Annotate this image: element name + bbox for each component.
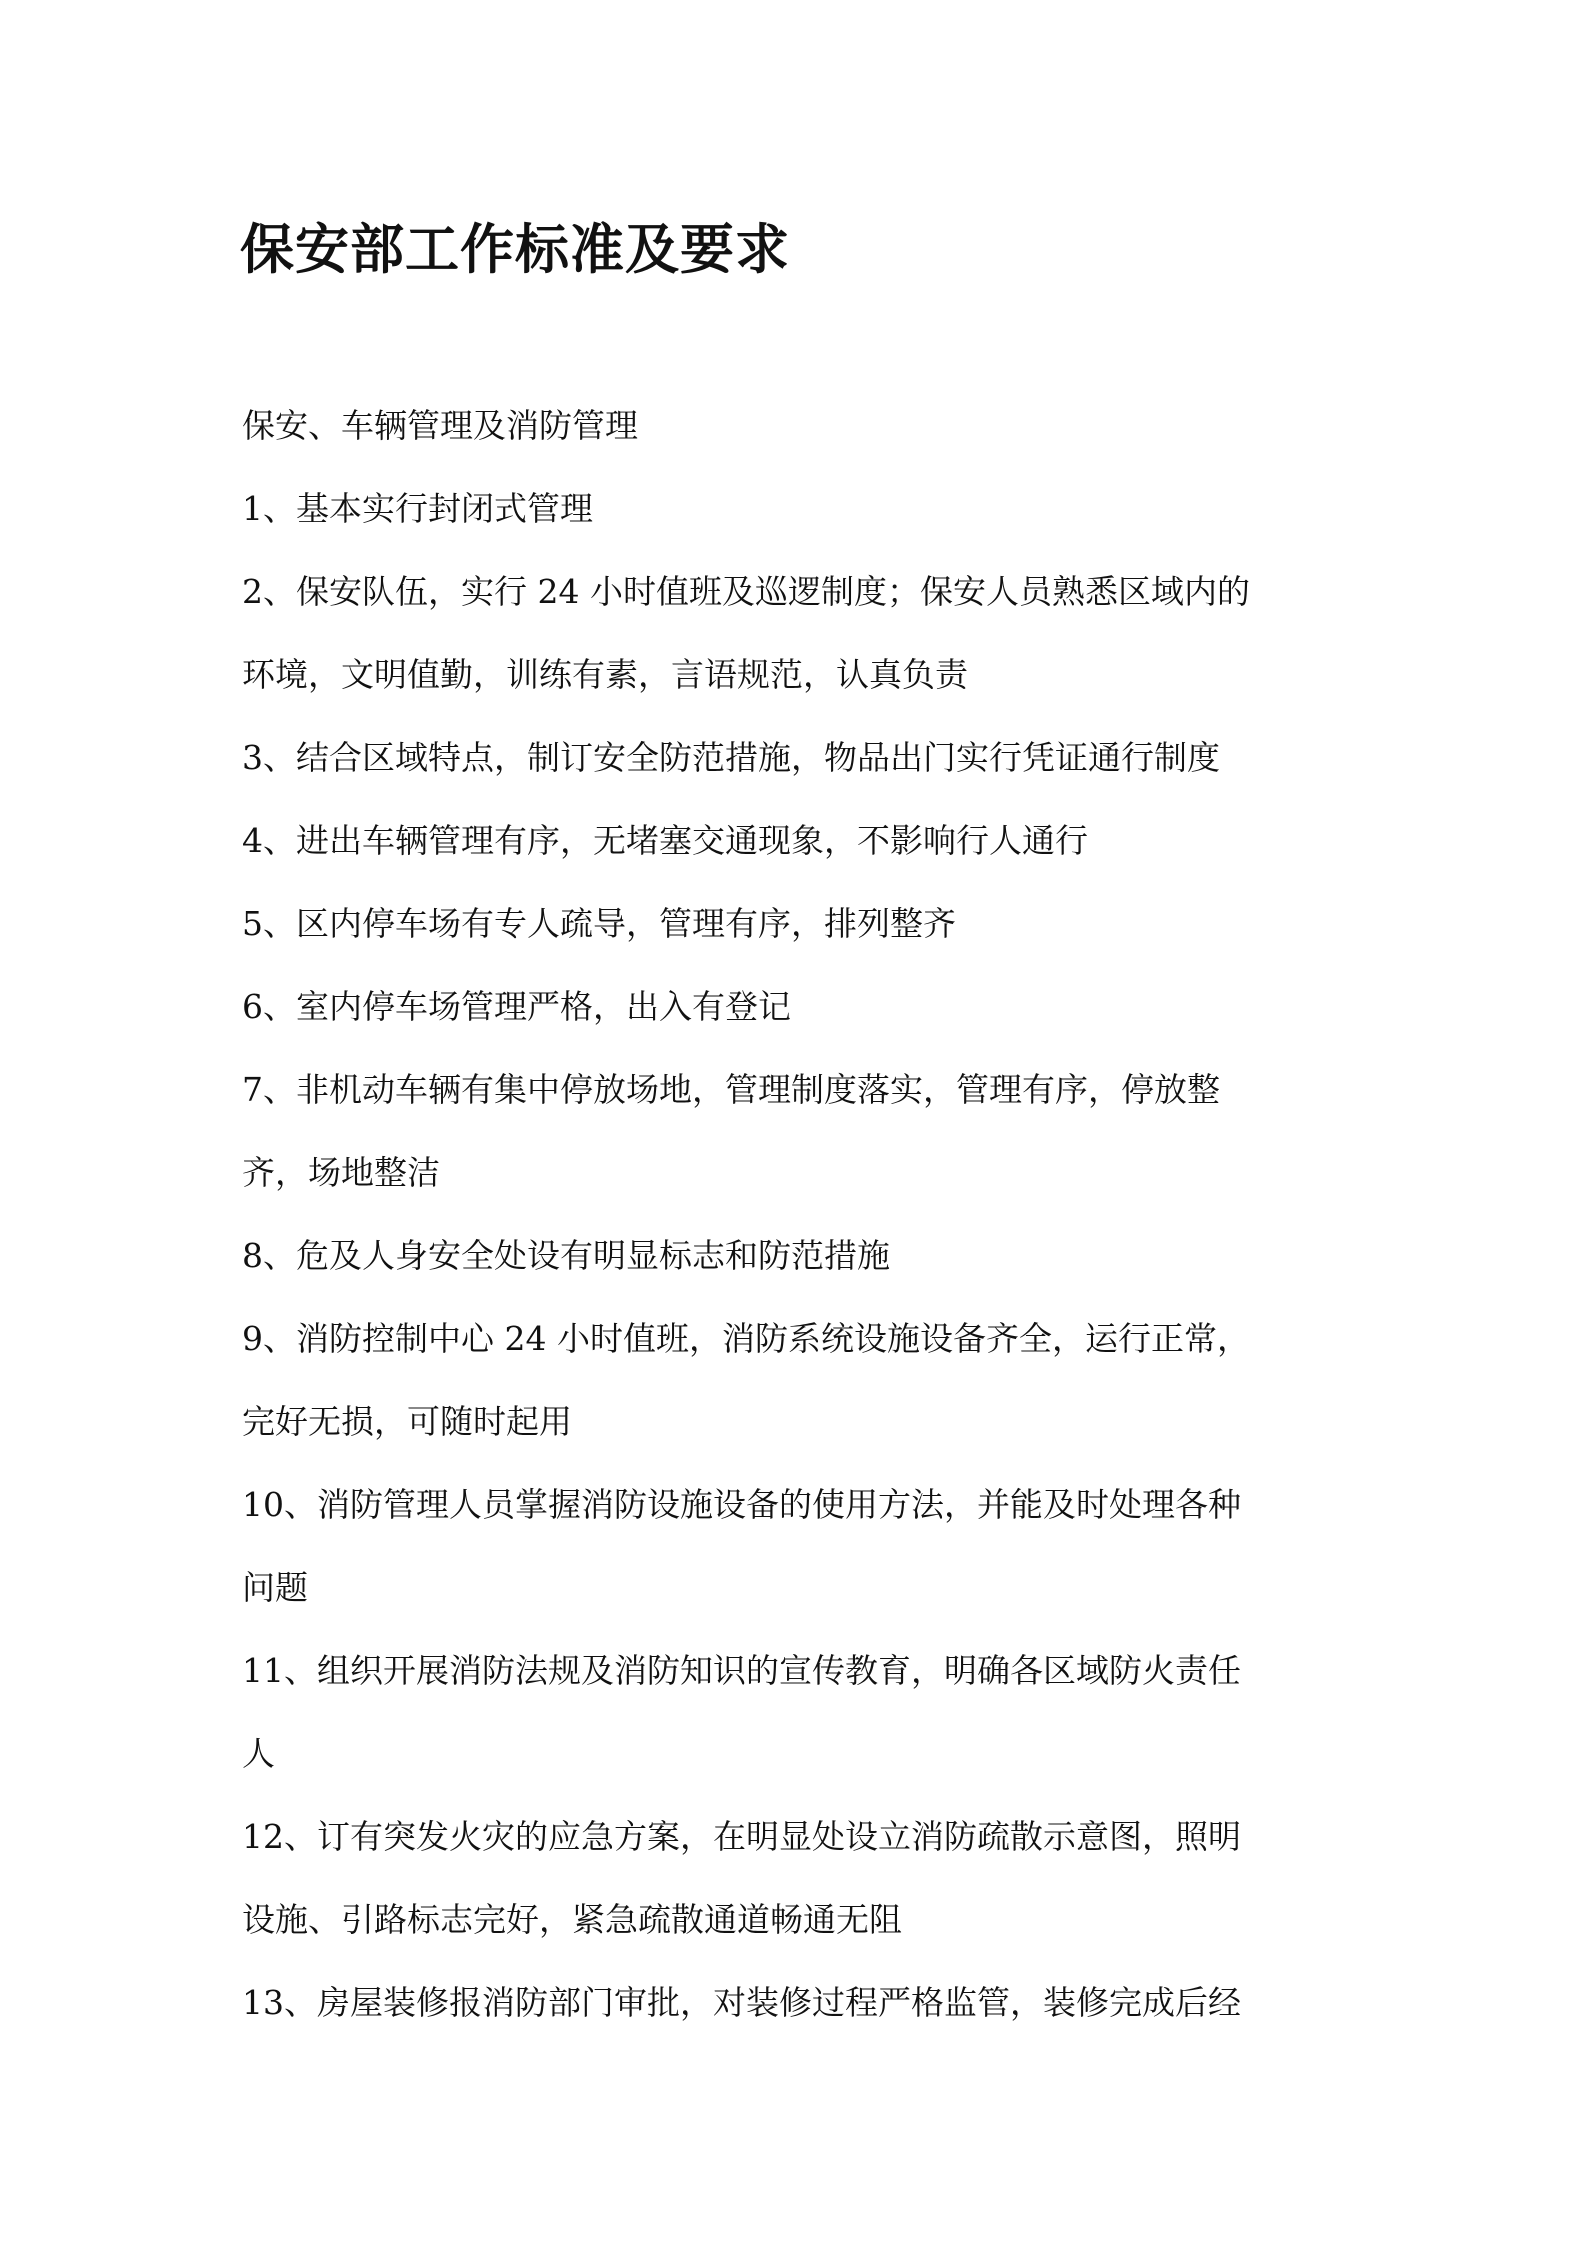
text-line: 11、组织开展消防法规及消防知识的宣传教育，明确各区域防火责任	[242, 1651, 1241, 1690]
text-line: 环境，文明值勤，训练有素，言语规范，认真负责	[242, 655, 968, 694]
document-title: 保安部工作标准及要求	[240, 218, 790, 281]
text-line: 6、室内停车场管理严格，出入有登记	[242, 987, 791, 1026]
text-line: 13、房屋装修报消防部门审批，对装修过程严格监管，装修完成后经	[242, 1983, 1241, 2022]
text-line: 完好无损，可随时起用	[242, 1402, 572, 1441]
text-line: 设施、引路标志完好，紧急疏散通道畅通无阻	[242, 1900, 902, 1939]
section-heading: 保安、车辆管理及消防管理	[242, 406, 638, 445]
text-line: 8、危及人身安全处设有明显标志和防范措施	[242, 1236, 890, 1275]
text-line: 2、保安队伍，实行 24 小时值班及巡逻制度；保安人员熟悉区域内的	[242, 572, 1250, 611]
text-line: 人	[242, 1734, 275, 1773]
text-line: 4、进出车辆管理有序，无堵塞交通现象，不影响行人通行	[242, 821, 1088, 860]
text-line: 12、订有突发火灾的应急方案，在明显处设立消防疏散示意图，照明	[242, 1817, 1241, 1856]
text-line: 齐，场地整洁	[242, 1153, 440, 1192]
text-line: 1、基本实行封闭式管理	[242, 489, 593, 528]
text-line: 7、非机动车辆有集中停放场地，管理制度落实，管理有序，停放整	[242, 1070, 1220, 1109]
text-line: 10、消防管理人员掌握消防设施设备的使用方法，并能及时处理各种	[242, 1485, 1241, 1524]
text-line: 9、消防控制中心 24 小时值班，消防系统设施设备齐全，运行正常，	[242, 1319, 1250, 1358]
text-line: 5、区内停车场有专人疏导，管理有序，排列整齐	[242, 904, 956, 943]
text-line: 问题	[242, 1568, 308, 1607]
text-line: 3、结合区域特点，制订安全防范措施，物品出门实行凭证通行制度	[242, 738, 1220, 777]
